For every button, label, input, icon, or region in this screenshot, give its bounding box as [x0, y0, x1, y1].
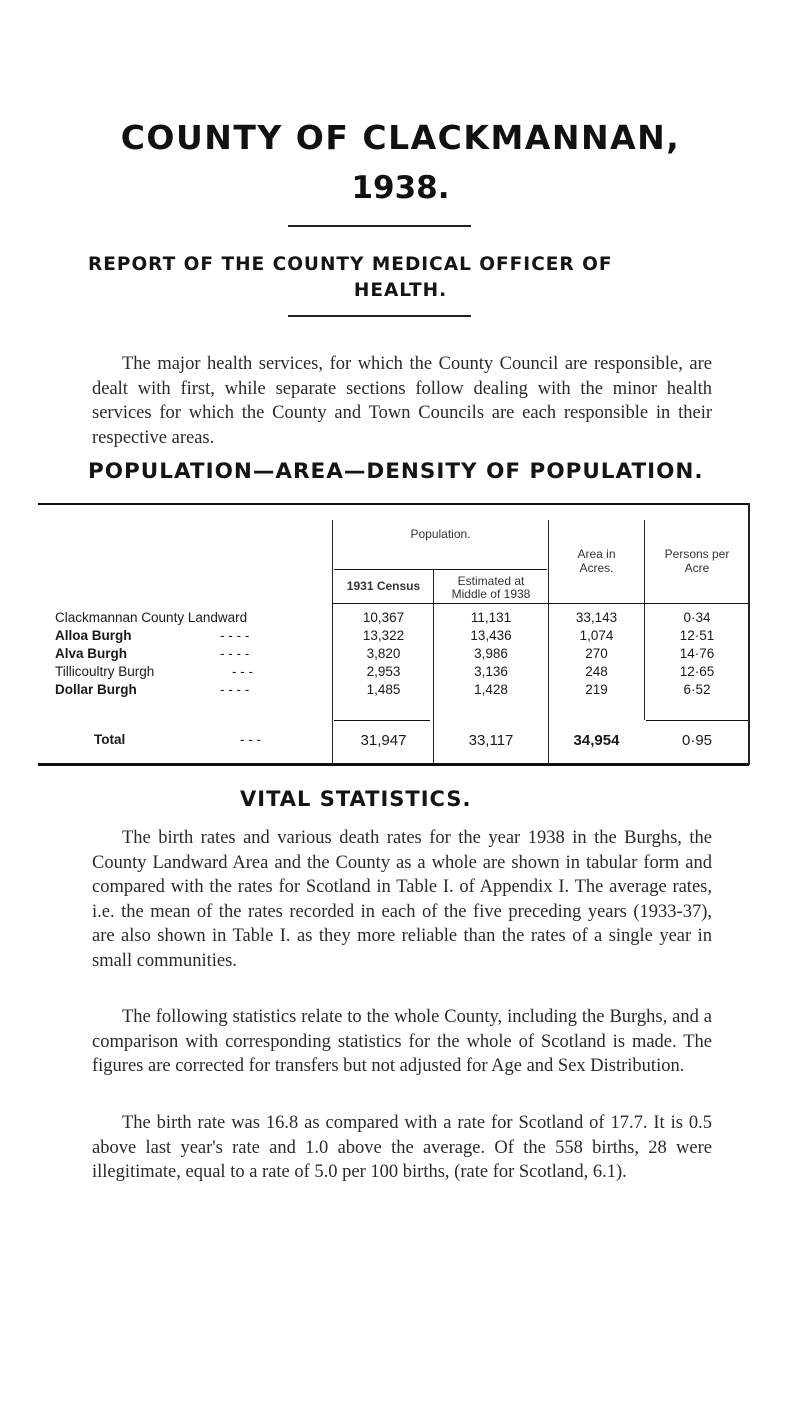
density-alloa: 12·51 — [679, 628, 715, 643]
census-alloa: 13,322 — [362, 628, 405, 643]
row-dots-tillicoultry: - - - — [232, 664, 253, 679]
density-landward: 0·34 — [683, 610, 711, 625]
population-group-header: Population. — [410, 527, 471, 541]
density-total: 0·95 — [681, 732, 713, 749]
area-tillicoultry: 248 — [585, 664, 608, 679]
row-label-landward: Clackmannan County Landward — [55, 610, 248, 625]
total-label: Total — [94, 732, 126, 747]
census-landward: 10,367 — [362, 610, 405, 625]
report-title-line2: HEALTH. — [353, 280, 448, 301]
estimated-header-line1: Estimated at — [457, 574, 525, 588]
total-rule-census — [334, 720, 430, 721]
row-dots-dollar: - - - - — [220, 682, 250, 697]
area-landward: 33,143 — [575, 610, 618, 625]
vital-paragraph-2: The following statistics relate to the whole County, including the Burghs, and a comparison with corresponding statistics for the whole of Scotland is made. The figures are corrected for transfers but not adjusted for Age and Sex Distribution. — [92, 1007, 712, 1076]
col-divider-1 — [332, 520, 333, 764]
total-rule-density — [646, 720, 748, 721]
table-top-rule — [38, 503, 749, 505]
area-total: 34,954 — [573, 732, 620, 749]
estimated-dollar: 1,428 — [474, 682, 508, 697]
estimated-tillicoultry: 3,136 — [474, 664, 508, 679]
estimated-header-line2: Middle of 1938 — [451, 587, 531, 601]
estimated-alva: 3,986 — [474, 646, 508, 661]
density-tillicoultry: 12·65 — [679, 664, 715, 679]
row-label-alloa: Alloa Burgh — [55, 628, 132, 643]
total-dots: - - - — [240, 732, 261, 747]
census-total: 31,947 — [360, 732, 407, 749]
row-label-alva: Alva Burgh — [55, 646, 128, 661]
density-alva: 14·76 — [679, 646, 715, 661]
area-header-line1: Area in — [577, 547, 616, 561]
census-alva: 3,820 — [366, 646, 401, 661]
density-dollar: 6·52 — [683, 682, 711, 697]
report-title-line1: REPORT OF THE COUNTY MEDICAL OFFICER OF — [88, 254, 613, 275]
vital-paragraph-3: The birth rate was 16.8 as compared with a rate for Scotland of 17.7. It is 0.5 above last year's rate and 1.0 above the average. Of the 558 births, 28 were illegitimate, equal to a rate of 5.0 per 100 births, (rate for Scotland, 6.1). — [92, 1113, 712, 1182]
density-header-line2: Acre — [684, 561, 710, 575]
county-title: COUNTY OF CLACKMANNAN, — [120, 118, 681, 157]
row-dots-alva: - - - - — [220, 646, 250, 661]
row-label-dollar: Dollar Burgh — [55, 682, 137, 697]
census-header: 1931 Census — [346, 579, 421, 593]
vital-paragraph-1: The birth rates and various death rates for the year 1938 in the Burghs, the County Landward Area and the County as a whole are shown in tabular form and compared with the rates for Scotland in Table I. of Appendix I. The average rates, i.e. the mean of the rates recorded in each of the five preceding years (1933-37), are also shown in Table I. as they more reliable than the rates of a single year in small communities. — [92, 828, 712, 971]
table-bottom-rule — [38, 763, 749, 766]
population-heading: POPULATION—AREA—DENSITY OF POPULATION. — [88, 459, 704, 484]
header-bottom-rule — [332, 603, 749, 604]
intro-paragraph: The major health services, for which the County Council are responsible, are dealt with first, while separate sections follow dealing with the minor health services for which the County and Town Councils are each responsible in their respective areas. — [92, 354, 712, 448]
row-dots-alloa: - - - - — [220, 628, 250, 643]
row-label-tillicoultry: Tillicoultry Burgh — [55, 664, 155, 679]
density-header-line1: Persons per — [664, 547, 730, 561]
census-dollar: 1,485 — [366, 682, 401, 697]
estimated-alloa: 13,436 — [470, 628, 512, 643]
area-dollar: 219 — [585, 682, 608, 697]
vital-statistics-heading: VITAL STATISTICS. — [240, 787, 472, 811]
report-title-divider — [288, 315, 471, 317]
census-tillicoultry: 2,953 — [366, 664, 401, 679]
area-alloa: 1,074 — [579, 628, 614, 643]
area-alva: 270 — [585, 646, 608, 661]
estimated-landward: 11,131 — [470, 610, 512, 625]
report-year: 1938. — [351, 170, 450, 206]
area-header-line2: Acres. — [579, 561, 614, 575]
estimated-total: 33,117 — [468, 732, 514, 749]
title-divider — [288, 225, 471, 227]
population-group-rule — [334, 569, 547, 570]
